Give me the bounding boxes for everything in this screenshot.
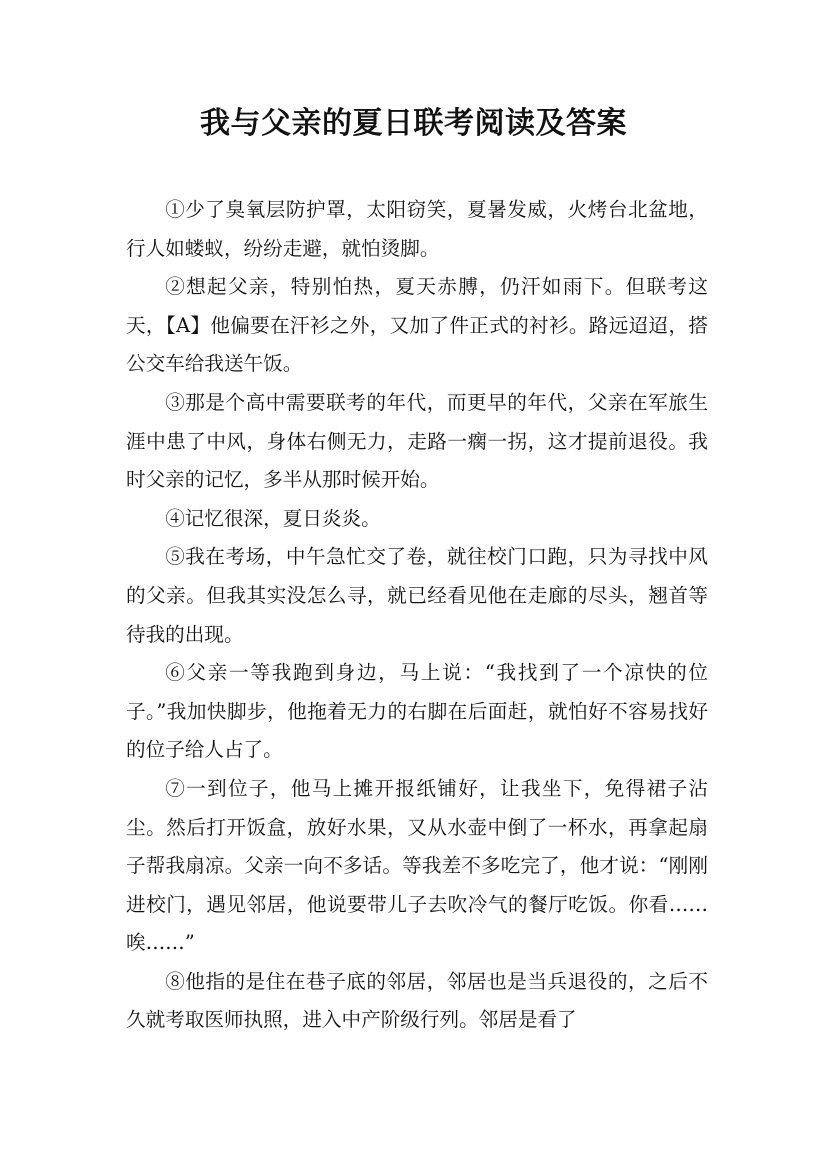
document-body xyxy=(126,191,708,1040)
paragraph-1: ①少了臭氧层防护罩，太阳窃笑，夏暑发威，火烤台北盆地，行人如蝼蚁，纷纷走避，就怕烫脚。 xyxy=(126,198,708,260)
paragraph-3: ③那是个高中需要联考的年代，而更早的年代，父亲在军旅生涯中患了中风，身体右侧无力，走路一瘸一拐，这才提前退役。我时父亲的记忆，多半从那时候开始。 xyxy=(126,390,708,492)
paragraph-8: ⑧他指的是住在巷子底的邻居，邻居也是当兵退役的，之后不久就考取医师执照，进入中产阶级行列。邻居是看了 xyxy=(126,969,708,1032)
paragraph-6: ⑥父亲一等我跑到身边，马上说：“我找到了一个凉快的位子。”我加快脚步，他拖着无力的右脚在后面赶，就怕好不容易找好的位子给人占了。 xyxy=(126,661,708,762)
document-title: 我与父亲的夏日联考阅读及答案 xyxy=(200,106,627,141)
paragraph-5: ⑤我在考场，中午急忙交了卷，就往校门口跑，只为寻找中风的父亲。但我其实没怎么寻，就已经看见他在走廊的尽头，翘首等待我的出现。 xyxy=(126,545,708,646)
paragraph-2: ②想起父亲，特别怕热，夏天赤膊，仍汗如雨下。但联考这天，【A】他偏要在汗衫之外，又加了件正式的衬衫。路远迢迢，搭公交车给我送午饭。 xyxy=(126,275,708,376)
paragraph-7: ⑦一到位子，他马上摊开报纸铺好，让我坐下，免得裙子沾尘。然后打开饭盒，放好水果，又从水壶中倒了一杯水，再拿起扇子帮我扇凉。父亲一向不多话。等我差不多吃完了，他才说：“刚刚进校门，遇见邻居，他说要带儿子去吹冷气的餐厅吃饭。你看……唉……” xyxy=(126,776,708,955)
paragraph-4: ④记忆很深，夏日炎炎。 xyxy=(165,506,381,530)
